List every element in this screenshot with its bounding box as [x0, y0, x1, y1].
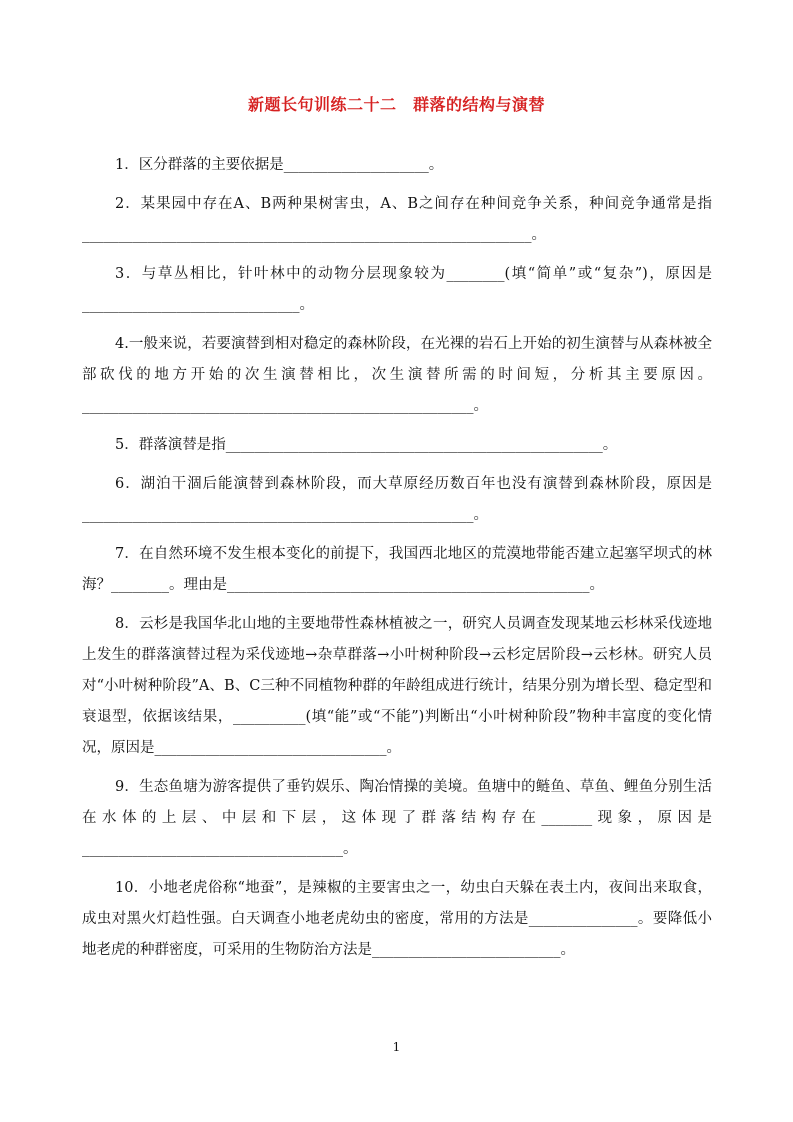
question-6: 6．湖泊干涸后能演替到森林阶段，而大草原经历数百年也没有演替到森林阶段，原因是______________________________________________________。 [82, 476, 712, 523]
question-5: 5．群落演替是指____________________________________________________。 [115, 437, 618, 453]
question-8: 8．云杉是我国华北山地的主要地带性森林植被之一，研究人员调查发现某地云杉林采伐迹地上发生的群落演替过程为采伐迹地→杂草群落→小叶树种阶段→云杉定居阶段→云杉林。研究人员对“小叶树种阶段”A、B、C三种不同植物种群的年龄组成进行统计，结果分别为增长型、稳定型和衰退型，依据该结果，__________(填“能”或“不能”)判断出“小叶树种阶段”物种丰富度的变化情况，原因是________________________________。 [82, 616, 712, 756]
page-number: 1 [392, 1040, 401, 1054]
question-3: 3．与草丛相比，针叶林中的动物分层现象较为________(填“简单”或“复杂”)，原因是______________________________。 [82, 266, 712, 313]
question-4: 4.一般来说，若要演替到相对稳定的森林阶段，在光裸的岩石上开始的初生演替与从森林被全部砍伐的地方开始的次生演替相比，次生演替所需的时间短，分析其主要原因。______________________________________________________。 [82, 336, 712, 414]
question-10: 10．小地老虎俗称“地蚕”，是辣椒的主要害虫之一，幼虫白天躲在表土内，夜间出来取食，成虫对黑火灯趋性强。白天调查小地老虎幼虫的密度，常用的方法是_______________。要降低小地老虎的种群密度，可采用的生物防治方法是__________________________。 [82, 880, 712, 958]
question-1: 1．区分群落的主要依据是____________________。 [115, 157, 444, 173]
question-9: 9．生态鱼塘为游客提供了垂钓娱乐、陶冶情操的美境。鱼塘中的鲢鱼、草鱼、鲤鱼分别生活在水体的上层、中层和下层，这体现了群落结构存在_______现象，原因是____________________________________。 [82, 779, 712, 857]
question-7: 7．在自然环境不发生根本变化的前提下，我国西北地区的荒漠地带能否建立起塞罕坝式的林海？________。理由是__________________________________________________。 [82, 546, 712, 593]
page-title: 新题长句训练二十二 群落的结构与演替 [247, 95, 545, 114]
question-list [82, 150, 712, 974]
question-2: 2．某果园中存在A、B两种果树害虫，A、B之间存在种间竞争关系，种间竞争通常是指______________________________________________________________。 [82, 196, 712, 243]
